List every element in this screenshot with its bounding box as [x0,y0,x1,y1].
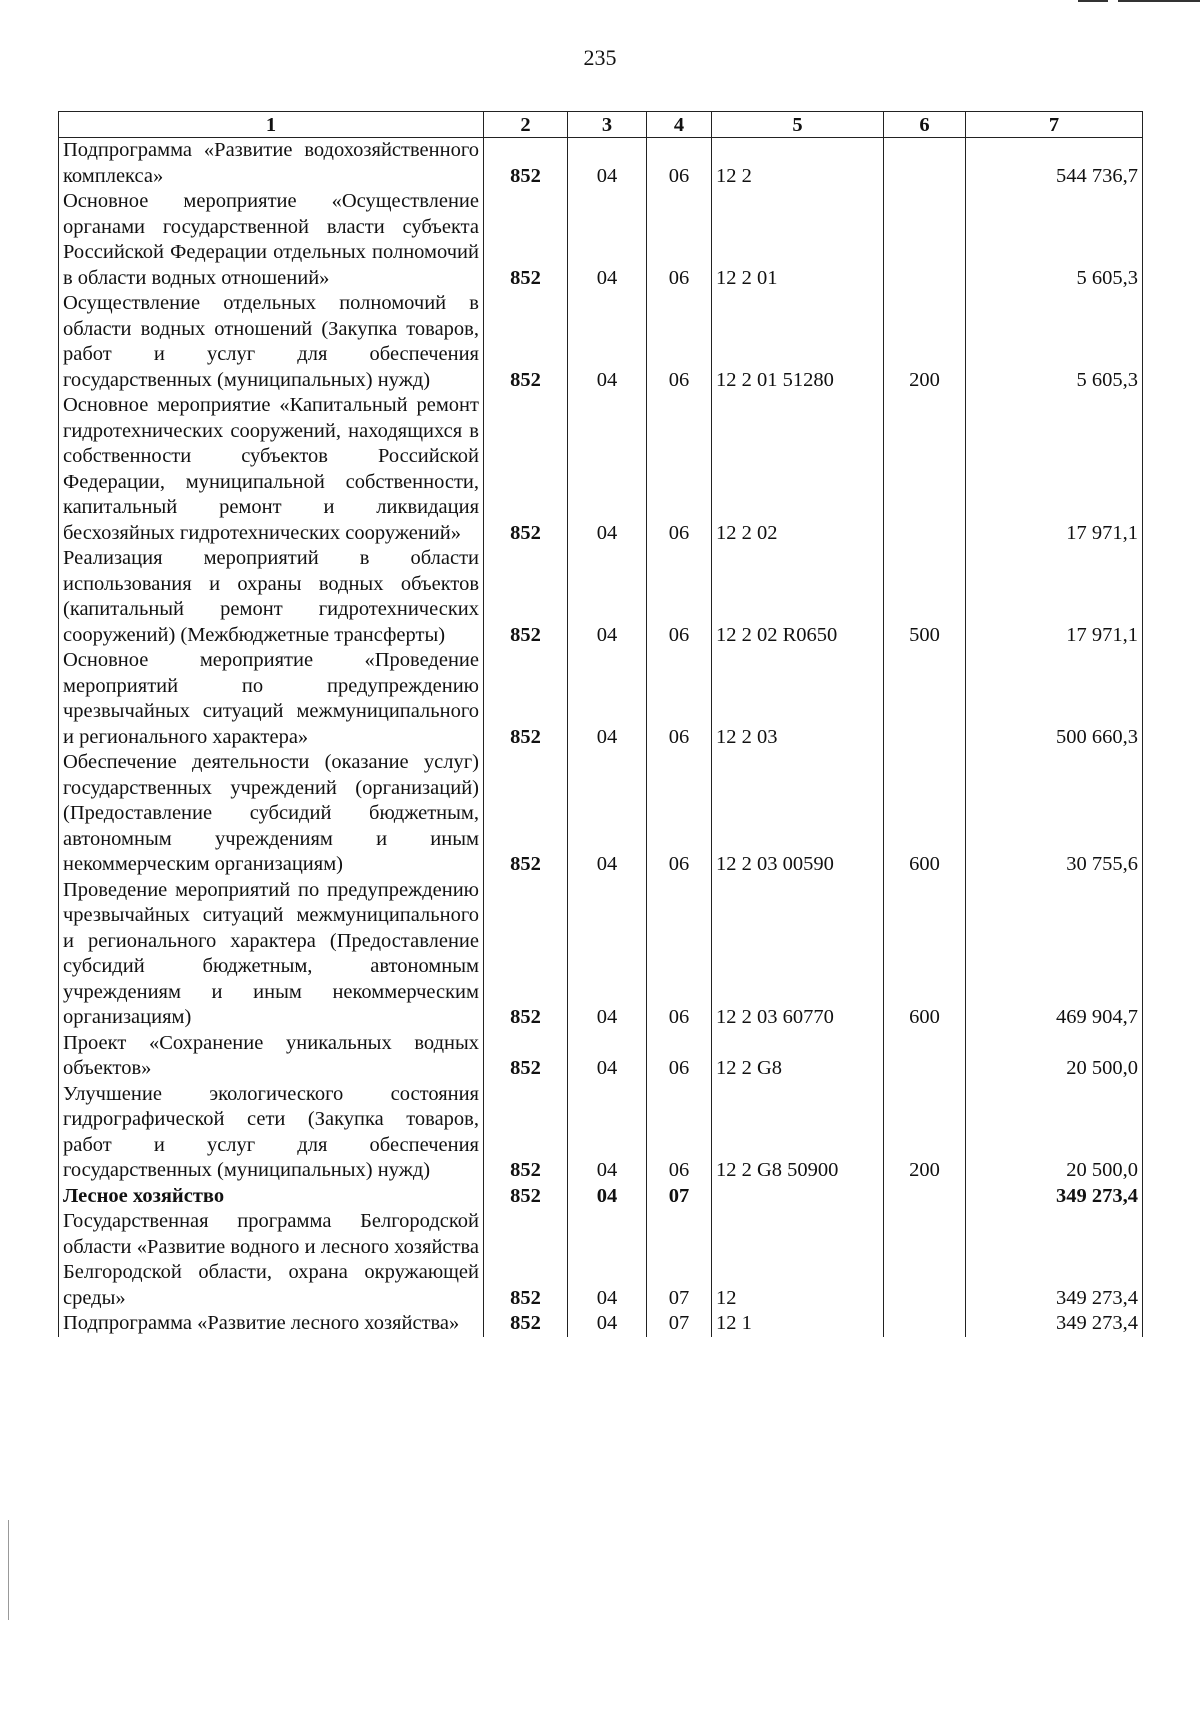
ministry-code-cell: 852 [484,1031,568,1082]
table-row [59,1209,1143,1311]
ministry-code-cell: 852 [484,1209,568,1311]
amount-cell: 17 971,1 [966,393,1143,546]
ministry-code-cell: 852 [484,393,568,546]
name-cell: Проект «Сохранение уникальных водных объектов» [59,1031,484,1082]
name-cell: Реализация мероприятий в области использования и охраны водных объектов (капитальный ремонт гидротехнических сооружений) (Межбюджетные трансферты) [59,546,484,648]
expense-type-cell: 200 [884,1082,966,1184]
amount-cell: 20 500,0 [966,1031,1143,1082]
expense-type-cell [884,138,966,190]
amount-cell: 30 755,6 [966,750,1143,878]
section-code-cell: 04 [568,878,647,1031]
target-article-cell: 12 1 [712,1311,884,1337]
ministry-code-cell: 852 [484,1184,568,1210]
amount-cell: 469 904,7 [966,878,1143,1031]
section-code-cell: 04 [568,138,647,190]
expense-type-cell [884,1209,966,1311]
subsection-code-cell: 06 [647,546,712,648]
section-code-cell: 04 [568,291,647,393]
table-row [59,393,1143,546]
section-code-cell: 04 [568,546,647,648]
expense-type-cell: 600 [884,878,966,1031]
ministry-code-cell: 852 [484,189,568,291]
section-code-cell: 04 [568,1082,647,1184]
expense-type-cell [884,648,966,750]
target-article-cell: 12 2 G8 [712,1031,884,1082]
amount-cell: 349 273,4 [966,1311,1143,1337]
header-col-1: 1 [59,112,484,138]
name-cell: Основное мероприятие «Проведение мероприятий по предупреждению чрезвычайных ситуаций межмуниципального и регионального характера» [59,648,484,750]
name-cell: Осуществление отдельных полномочий в области водных отношений (Закупка товаров, работ и услуг для обеспечения государственных (муниципальных) нужд) [59,291,484,393]
section-code-cell: 04 [568,750,647,878]
name-cell: Подпрограмма «Развитие водохозяйственного комплекса» [59,138,484,190]
name-cell: Подпрограмма «Развитие лесного хозяйства» [59,1311,484,1337]
expense-type-cell [884,1184,966,1210]
subsection-code-cell: 06 [647,878,712,1031]
amount-cell: 544 736,7 [966,138,1143,190]
ministry-code-cell: 852 [484,878,568,1031]
table-row [59,878,1143,1031]
ministry-code-cell: 852 [484,138,568,190]
header-col-6: 6 [884,112,966,138]
table-row [59,648,1143,750]
expense-type-cell: 500 [884,546,966,648]
ministry-code-cell: 852 [484,648,568,750]
subsection-code-cell: 06 [647,291,712,393]
page-number: 235 [583,45,617,70]
section-code-cell: 04 [568,1031,647,1082]
expense-type-cell [884,393,966,546]
amount-cell: 349 273,4 [966,1209,1143,1311]
header-col-7: 7 [966,112,1143,138]
top-rule-left [1078,0,1108,2]
section-code-cell: 04 [568,189,647,291]
section-code-cell: 04 [568,1184,647,1210]
expense-type-cell [884,1311,966,1337]
target-article-cell [712,1184,884,1210]
target-article-cell: 12 2 [712,138,884,190]
name-cell: Обеспечение деятельности (оказание услуг) государственных учреждений (организаций) (Предоставление субсидий бюджетным, автономным учреждениям и иным некоммерческим организациям) [59,750,484,878]
expense-type-cell: 200 [884,291,966,393]
expense-type-cell [884,1031,966,1082]
section-code-cell: 04 [568,1209,647,1311]
target-article-cell: 12 2 01 51280 [712,291,884,393]
ministry-code-cell: 852 [484,1311,568,1337]
amount-cell: 5 605,3 [966,189,1143,291]
name-cell: Государственная программа Белгородской области «Развитие водного и лесного хозяйства Белгородской области, охрана окружающей среды» [59,1209,484,1311]
table-row [59,1082,1143,1184]
target-article-cell: 12 2 01 [712,189,884,291]
table-row [59,750,1143,878]
section-code-cell: 04 [568,1311,647,1337]
name-cell: Лесное хозяйство [59,1184,484,1210]
header-col-2: 2 [484,112,568,138]
table-row [59,1184,1143,1210]
subsection-code-cell: 06 [647,648,712,750]
subsection-code-cell: 07 [647,1209,712,1311]
ministry-code-cell: 852 [484,546,568,648]
header-row [59,112,1143,138]
subsection-code-cell: 07 [647,1311,712,1337]
subsection-code-cell: 06 [647,189,712,291]
target-article-cell: 12 2 02 R0650 [712,546,884,648]
subsection-code-cell: 06 [647,750,712,878]
table-row [59,1311,1143,1337]
name-cell: Проведение мероприятий по предупреждению чрезвычайных ситуаций межмуниципального и регионального характера (Предоставление субсидий бюджетным, автономным учреждениям и иным некоммерческим организациям) [59,878,484,1031]
header-col-5: 5 [712,112,884,138]
ministry-code-cell: 852 [484,750,568,878]
target-article-cell: 12 2 03 60770 [712,878,884,1031]
expense-type-cell: 600 [884,750,966,878]
amount-cell: 17 971,1 [966,546,1143,648]
ministry-code-cell: 852 [484,1082,568,1184]
target-article-cell: 12 [712,1209,884,1311]
subsection-code-cell: 06 [647,393,712,546]
section-code-cell: 04 [568,648,647,750]
target-article-cell: 12 2 03 [712,648,884,750]
top-rule-right [1118,0,1200,2]
amount-cell: 5 605,3 [966,291,1143,393]
name-cell: Улучшение экологического состояния гидрографической сети (Закупка товаров, работ и услуг для обеспечения государственных (муниципальных) нужд) [59,1082,484,1184]
table-row [59,138,1143,190]
header-col-4: 4 [647,112,712,138]
scan-line [8,1520,9,1620]
amount-cell: 500 660,3 [966,648,1143,750]
table-row [59,291,1143,393]
subsection-code-cell: 06 [647,1031,712,1082]
table-row [59,546,1143,648]
amount-cell: 20 500,0 [966,1082,1143,1184]
name-cell: Основное мероприятие «Осуществление органами государственной власти субъекта Российской Федерации отдельных полномочий в области водных отношений» [59,189,484,291]
ministry-code-cell: 852 [484,291,568,393]
section-code-cell: 04 [568,393,647,546]
subsection-code-cell: 07 [647,1184,712,1210]
target-article-cell: 12 2 02 [712,393,884,546]
header-col-3: 3 [568,112,647,138]
subsection-code-cell: 06 [647,138,712,190]
table-row [59,189,1143,291]
target-article-cell: 12 2 G8 50900 [712,1082,884,1184]
name-cell: Основное мероприятие «Капитальный ремонт гидротехнических сооружений, находящихся в собственности субъектов Российской Федерации, муниципальной собственности, капитальный ремонт и ликвидация бесхозяйных гидротехнических сооружений» [59,393,484,546]
target-article-cell: 12 2 03 00590 [712,750,884,878]
budget-table [58,111,1143,1337]
subsection-code-cell: 06 [647,1082,712,1184]
amount-cell: 349 273,4 [966,1184,1143,1210]
table-row [59,1031,1143,1082]
table-body [59,138,1143,1337]
expense-type-cell [884,189,966,291]
